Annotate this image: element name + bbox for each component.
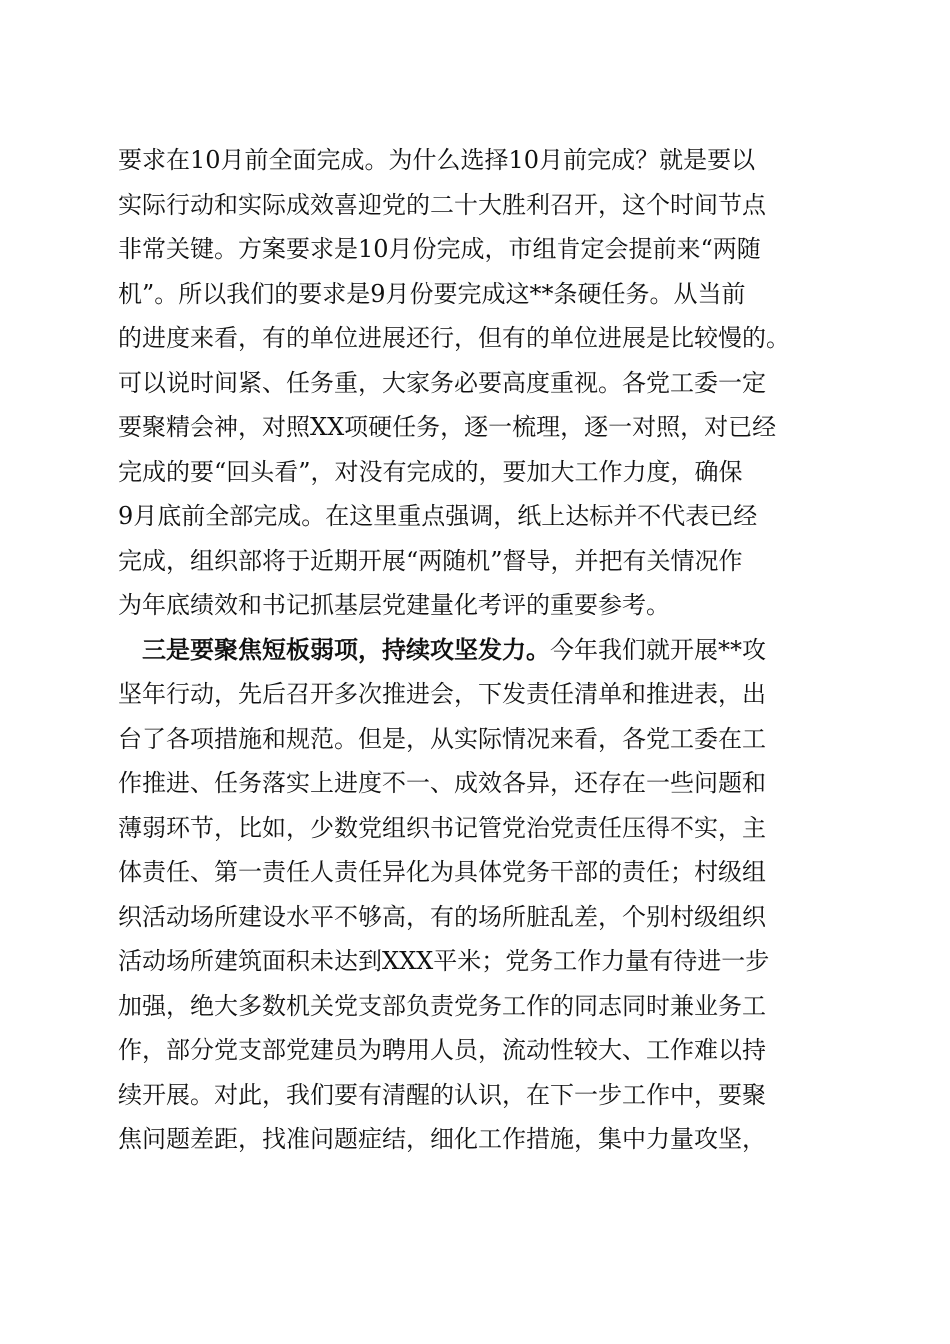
text-line: 续开展。对此，我们要有清醒的认识，在下一步工作中，要聚 — [118, 1080, 766, 1109]
text-line: 坚年行动，先后召开多次推进会，下发责任清单和推进表，出 — [118, 680, 766, 708]
text-line: 体责任、第一责任人责任异化为具体党务干部的责任；村级组 — [118, 858, 766, 886]
text-line: 作推进、任务落实上进度不一、成效各异，还存在一些问题和 — [118, 769, 766, 797]
text-line: 薄弱环节，比如，少数党组织书记管党治党责任压得不实，主 — [118, 813, 766, 842]
text-line: 的进度来看，有的单位进展还行，但有的单位进展是比较慢的。 — [118, 324, 790, 352]
text-line: 织活动场所建设水平不够高，有的场所脏乱差，个别村级组织 — [118, 902, 766, 931]
text-line: 活动场所建筑面积未达到XXX平米；党务工作力量有待进一步 — [118, 947, 770, 975]
text-line: 要求在10月前全面完成。为什么选择10月前完成？就是要以 — [118, 146, 756, 174]
text-line: 机”。所以我们的要求是9月份要完成这**条硬任务。从当前 — [118, 279, 746, 308]
text-line: 为年底绩效和书记抓基层党建量化考评的重要参考。 — [118, 591, 670, 619]
section-3-first-line-rest: 今年我们就开展**攻 — [550, 635, 766, 664]
text-line: 完成的要“回头看”，对没有完成的，要加大工作力度，确保 — [118, 457, 743, 486]
text-line: 加强，绝大多数机关党支部负责党务工作的同志同时兼业务工 — [118, 991, 766, 1020]
section-3-first-line — [118, 628, 838, 673]
text-line: 台了各项措施和规范。但是，从实际情况来看，各党工委在工 — [118, 724, 766, 753]
section-3-heading: 三是要聚焦短板弱项，持续攻坚发力。 — [142, 634, 550, 664]
text-line: 完成，组织部将于近期开展“两随机”督导，并把有关情况作 — [118, 546, 743, 575]
text-line: 可以说时间紧、任务重，大家务必要高度重视。各党工委一定 — [118, 368, 766, 397]
text-line: 非常关键。方案要求是10月份完成，市组肯定会提前来“两随 — [118, 235, 761, 263]
text-line: 实际行动和实际成效喜迎党的二十大胜利召开，这个时间节点 — [118, 190, 766, 219]
text-line: 9月底前全部完成。在这里重点强调，纸上达标并不代表已经 — [118, 502, 758, 530]
body-text — [118, 138, 838, 1162]
text-line: 焦问题差距，找准问题症结，细化工作措施，集中力量攻坚， — [118, 1125, 766, 1153]
text-line: 要聚精会神，对照XX项硬任务，逐一梳理，逐一对照，对已经 — [118, 413, 777, 441]
text-line: 作，部分党支部党建员为聘用人员，流动性较大、工作难以持 — [118, 1036, 766, 1064]
